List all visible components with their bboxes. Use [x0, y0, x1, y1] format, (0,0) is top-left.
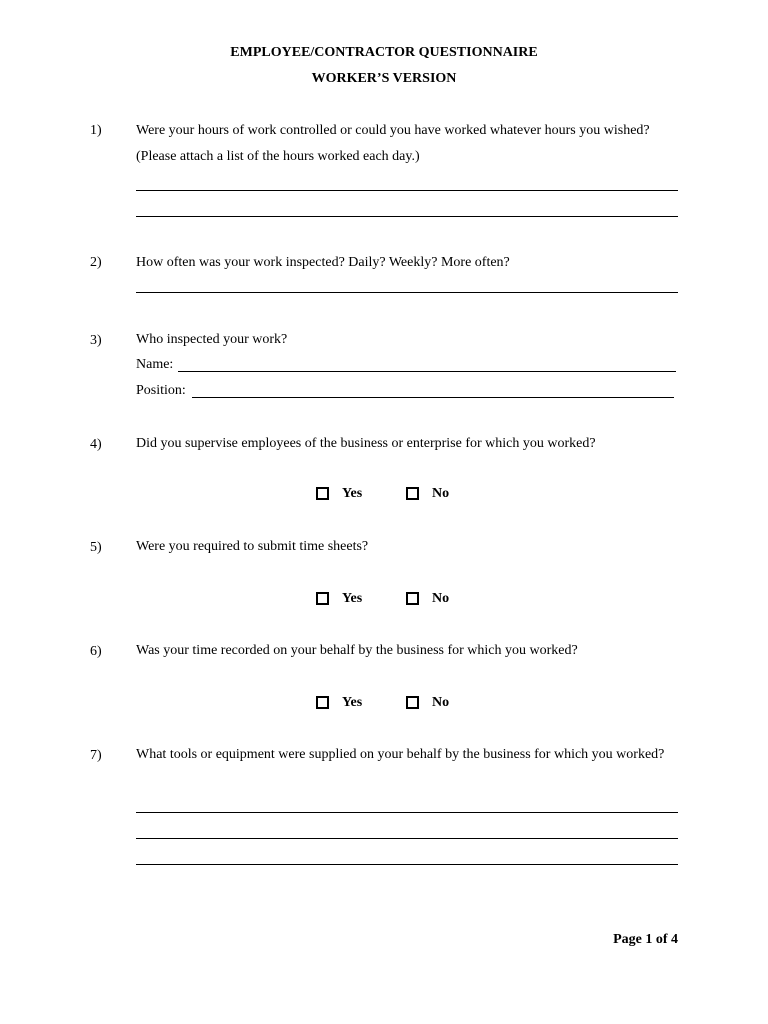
- yes-label: Yes: [342, 591, 363, 606]
- question-3-text: Who inspected your work?: [136, 332, 288, 347]
- checkbox-icon[interactable]: [316, 487, 329, 500]
- checkbox-icon[interactable]: [316, 592, 329, 605]
- yes-label: Yes: [342, 486, 363, 501]
- checkbox-icon[interactable]: [406, 696, 419, 709]
- page-number: Page 1 of 4: [613, 932, 678, 947]
- answer-line[interactable]: [136, 812, 678, 813]
- question-5-text: Were you required to submit time sheets?: [136, 539, 369, 554]
- question-1-number: 1): [90, 123, 102, 138]
- answer-line[interactable]: [136, 190, 678, 191]
- question-5-number: 5): [90, 540, 102, 555]
- position-field-label: Position:: [136, 383, 186, 398]
- question-3-number: 3): [90, 333, 102, 348]
- checkbox-icon[interactable]: [406, 487, 419, 500]
- document-title: EMPLOYEE/CONTRACTOR QUESTIONNAIRE: [230, 45, 538, 60]
- no-label: No: [432, 695, 450, 710]
- question-4-number: 4): [90, 437, 102, 452]
- question-7-number: 7): [90, 748, 102, 763]
- name-field[interactable]: [178, 371, 676, 372]
- checkbox-icon[interactable]: [316, 696, 329, 709]
- answer-line[interactable]: [136, 216, 678, 217]
- question-2-number: 2): [90, 255, 102, 270]
- position-field[interactable]: [192, 397, 674, 398]
- no-label: No: [432, 591, 450, 606]
- document-subtitle: WORKER’S VERSION: [311, 71, 457, 86]
- question-6-text: Was your time recorded on your behalf by the business for which you worked?: [136, 643, 578, 658]
- checkbox-icon[interactable]: [406, 592, 419, 605]
- question-2-text: How often was your work inspected? Daily? Weekly? More often?: [136, 255, 510, 270]
- answer-line[interactable]: [136, 838, 678, 839]
- yes-label: Yes: [342, 695, 363, 710]
- answer-line[interactable]: [136, 864, 678, 865]
- question-1-text: Were your hours of work controlled or could you have worked whatever hours you wished? (Please attach a list of the hours worked each day.): [136, 123, 650, 164]
- question-7-text: What tools or equipment were supplied on your behalf by the business for which you worked?: [136, 747, 665, 762]
- no-label: No: [432, 486, 450, 501]
- question-4-text: Did you supervise employees of the business or enterprise for which you worked?: [136, 436, 596, 451]
- name-field-label: Name:: [136, 357, 174, 372]
- question-6-number: 6): [90, 644, 102, 659]
- answer-line[interactable]: [136, 292, 678, 293]
